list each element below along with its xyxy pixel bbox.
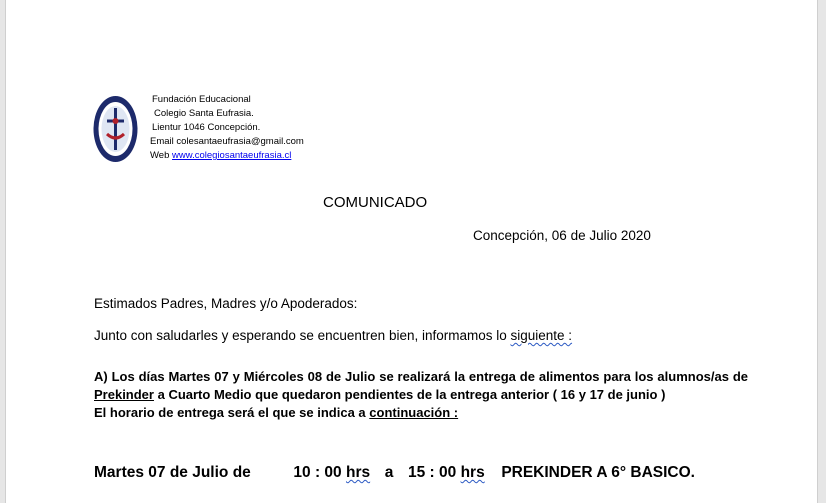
school-email: Email colesantaeufrasia@gmail.com (150, 136, 304, 147)
schedule-line (94, 464, 824, 482)
schedule-levels: PREKINDER A 6° BASICO. (501, 464, 695, 481)
document-page (5, 0, 818, 503)
spellcheck-word: Prekinder (94, 387, 154, 402)
schedule-start: 10 : 00 (293, 464, 342, 481)
document-title: COMUNICADO (323, 194, 428, 211)
foundation-name: Fundación Educacional (152, 94, 251, 105)
spellcheck-word: hrs (345, 464, 371, 481)
schedule-connector: a (384, 464, 394, 481)
schedule-end: 15 : 00 (407, 464, 457, 481)
notice-paragraph: A) Los días Martes 07 y Miércoles 08 de Julio se realizará la entrega de alimentos para los alumnos/as de Prekinder a Cuarto Medio que quedaron pendientes de la entrega anterior ( 16 y 17 de junio ) El horario de entrega será el que se indica a continuación : (94, 369, 748, 420)
spellcheck-word: continuación : (369, 405, 459, 420)
school-web: Web www.colegiosantaeufrasia.cl (150, 150, 292, 161)
intro-paragraph: Junto con saludarles y esperando se encuentren bien, informamos lo siguiente : (94, 328, 573, 343)
school-header (150, 93, 304, 163)
schedule-day: Martes 07 de Julio de (94, 464, 251, 481)
website-link[interactable]: www.colegiosantaeufrasia.cl (172, 150, 292, 161)
school-crest-logo (92, 94, 139, 164)
spellcheck-word: siguiente : (510, 328, 573, 343)
greeting: Estimados Padres, Madres y/o Apoderados: (94, 296, 358, 311)
document-date: Concepción, 06 de Julio 2020 (473, 228, 651, 243)
school-address: Lientur 1046 Concepción. (152, 122, 261, 133)
school-name: Colegio Santa Eufrasia. (154, 108, 254, 119)
spellcheck-word: hrs (460, 464, 485, 481)
